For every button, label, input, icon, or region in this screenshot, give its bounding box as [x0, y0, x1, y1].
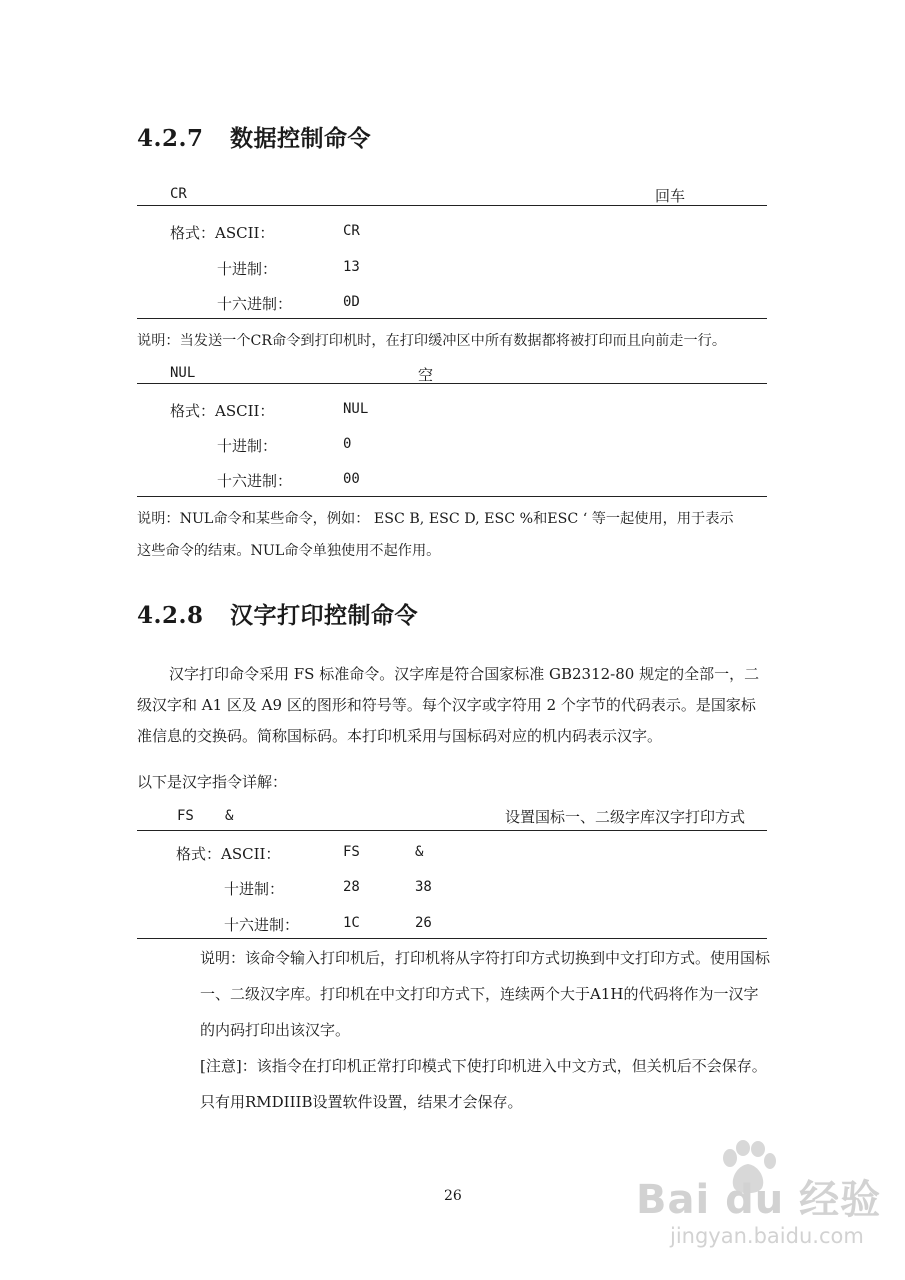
- format-label: 格式：ASCII：: [170, 224, 275, 242]
- divider: [137, 496, 767, 497]
- list-intro: 以下是汉字指令详解：: [137, 773, 288, 791]
- note-nul-line-2: 这些命令的结束。NUL命令单独使用不起作用。: [137, 543, 441, 559]
- command-desc-fs: 设置国标一、二级字库汉字打印方式: [505, 808, 746, 826]
- hex-label: 十六进制：: [217, 295, 293, 313]
- command-name-amp: &: [225, 808, 234, 824]
- section-number: 4.2.8: [137, 602, 204, 629]
- note-cr: 说明：当发送一个CR命令到打印机时，在打印缓冲区中所有数据都将被打印而且向前走一行。: [137, 333, 727, 349]
- decimal-value-1: 28: [343, 879, 360, 895]
- ascii-value: NUL: [343, 401, 369, 417]
- hex-value-1: 1C: [343, 915, 360, 931]
- command-name-cr: CR: [170, 186, 187, 202]
- caution-fs: [注意]：该指令在打印机正常打印模式下使打印机进入中文方式，但关机后不会保存。只有用RMDIIIB设置软件设置，结果才会保存。: [200, 1057, 767, 1111]
- format-label: 格式：ASCII：: [176, 845, 281, 863]
- hex-value-2: 26: [415, 915, 432, 931]
- section-title: 数据控制命令: [230, 125, 372, 152]
- hex-value: 0D: [343, 294, 360, 310]
- watermark-brand: Bai du 经验: [636, 1177, 882, 1223]
- decimal-value: 0: [343, 436, 352, 452]
- divider: [137, 383, 767, 384]
- section-heading-4-2-8: [137, 597, 418, 630]
- note-fs: 说明：该命令输入打印机后，打印机将从字符打印方式切换到中文打印方式。使用国标一、二级汉字库。打印机在中文打印方式下，连续两个大于A1H的代码将作为一汉字的内码打印出该汉字。: [200, 949, 771, 1039]
- command-desc-nul: 空: [418, 366, 434, 384]
- divider: [137, 830, 767, 831]
- note-nul-line-1: 说明：NUL命令和某些命令，例如： ESC B, ESC D, ESC %和ESC ‘ 等一起使用，用于表示: [137, 511, 734, 527]
- decimal-value: 13: [343, 259, 360, 275]
- decimal-label: 十进制：: [217, 437, 278, 455]
- command-desc-cr: 回车: [655, 187, 686, 205]
- format-label: 格式：ASCII：: [170, 402, 275, 420]
- ascii-value: CR: [343, 223, 360, 239]
- command-name-fs: FS: [177, 808, 194, 824]
- decimal-value-2: 38: [415, 879, 432, 895]
- command-name-nul: NUL: [170, 365, 196, 381]
- divider: [137, 938, 767, 939]
- section-heading-4-2-7: [137, 120, 371, 153]
- hex-label: 十六进制：: [217, 472, 293, 490]
- hex-label: 十六进制：: [224, 916, 300, 934]
- watermark-url: jingyan.baidu.com: [670, 1224, 864, 1248]
- hex-value: 00: [343, 471, 360, 487]
- ascii-value-1: FS: [343, 844, 360, 860]
- divider: [137, 318, 767, 319]
- intro-paragraph: 汉字打印命令采用 FS 标准命令。汉字库是符合国家标准 GB2312-80 规定的全部一，二级汉字和 A1 区及 A9 区的图形和符号等。每个汉字或字符用 2 个字节的代码表示。是国家标准信息的交换码。简称国标码。本打印机采用与国标码对应的机内码表示汉字。: [137, 665, 760, 745]
- baidu-jingyan-watermark: [630, 1140, 900, 1270]
- ascii-value-2: &: [415, 844, 424, 860]
- section-title: 汉字打印控制命令: [230, 602, 419, 629]
- divider: [137, 205, 767, 206]
- page-number: 26: [444, 1188, 462, 1204]
- section-number: 4.2.7: [137, 125, 204, 152]
- decimal-label: 十进制：: [224, 880, 285, 898]
- decimal-label: 十进制：: [217, 260, 278, 278]
